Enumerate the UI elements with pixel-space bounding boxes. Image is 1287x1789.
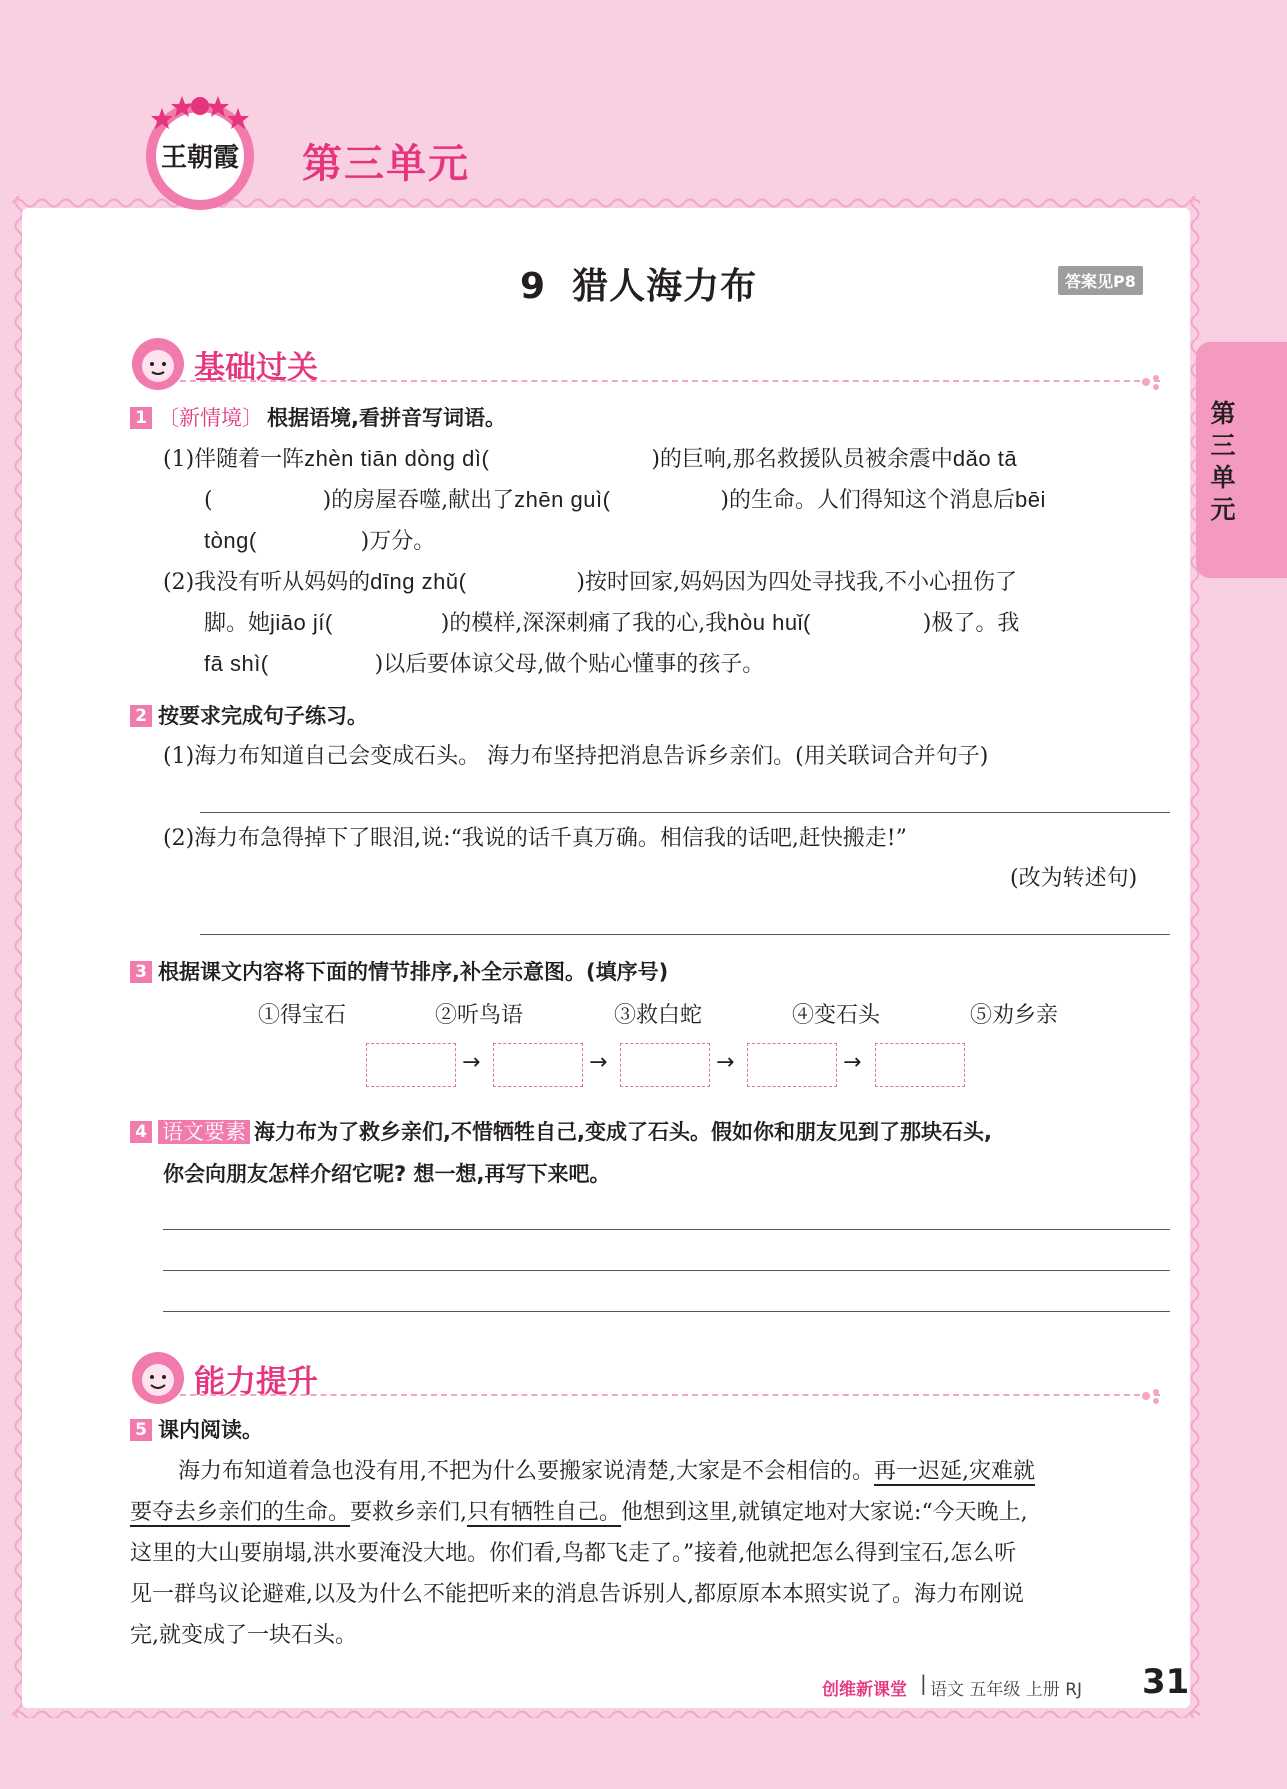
question-1-number: 1 <box>130 407 152 429</box>
reading-text: 海力布知道着急也没有用,不把为什么要搬家说清楚,大家是不会相信的。 <box>178 1459 874 1484</box>
sequence-arrow-1: → <box>462 1050 481 1075</box>
q1-text: ( <box>204 488 213 513</box>
svg-text:王朝霞: 王朝霞 <box>160 143 240 173</box>
footer-brand: 创维新课堂 <box>822 1680 907 1700</box>
new-context-tag: 〔新情境〕 <box>158 406 263 430</box>
pinyin-zhengui: zhēn guì( <box>514 487 611 512</box>
q1-text: (1)伴随着一阵 <box>163 447 305 472</box>
q1-part2-line3 <box>204 649 764 680</box>
wang-zhaoxia-logo <box>136 86 264 214</box>
q4-answer-line-2[interactable] <box>163 1270 1170 1271</box>
section-basic-divider <box>180 380 1160 382</box>
answer-reference-badge: 答案见P8 <box>1058 266 1143 295</box>
q2-answer-line-1[interactable] <box>200 812 1170 813</box>
plot-option-3: ③救白蛇 <box>614 1003 703 1028</box>
question-3-number: 3 <box>130 961 152 983</box>
q1-text: )的生命。人们得知这个消息后 <box>720 488 1015 513</box>
sequence-box-3[interactable] <box>620 1043 710 1087</box>
q2-sentence-2: (2)海力布急得掉下了眼泪,说:“我说的话千真万确。相信我的话吧,赶快搬走!” <box>163 826 907 851</box>
section-ability-divider <box>180 1394 1160 1396</box>
question-2-number: 2 <box>130 705 152 727</box>
footer-book-info: 语文 五年级 上册 RJ <box>930 1680 1083 1700</box>
lesson-name: 猎人海力布 <box>572 266 758 307</box>
question-4-line-2: 你会向朋友怎样介绍它呢? 想一想,再写下来吧。 <box>163 1162 611 1186</box>
q1-part2-line1 <box>163 567 1017 598</box>
q1-text: )的房屋吞噬,献出了 <box>322 488 515 513</box>
question-3-header <box>130 958 668 986</box>
q1-text: )万分。 <box>360 529 436 554</box>
lesson-title <box>520 258 757 309</box>
question-4-number: 4 <box>130 1121 152 1143</box>
pinyin-zhentiandongdi: zhèn tiān dòng dì( <box>304 446 490 471</box>
cartoon-monkey-icon <box>130 1350 186 1406</box>
unit-title: 第三单元 <box>302 141 470 187</box>
reading-line-1 <box>178 1451 1218 1492</box>
reading-line-2 <box>130 1492 1170 1533</box>
reading-line-4: 见一群鸟议论避难,以及为什么不能把听来的消息告诉别人,都原原本本照实说了。海力布刚说 <box>130 1582 1024 1607</box>
q1-text: )极了。我 <box>922 611 1020 636</box>
pinyin-dingzhu: dīng zhǔ( <box>370 569 467 594</box>
pinyin-fashi: fā shì( <box>204 651 269 676</box>
reading-underlined-text: 要夺去乡亲们的生命。 <box>130 1500 351 1525</box>
plot-option-4: ④变石头 <box>792 1003 881 1028</box>
question-4-line-1: 海力布为了救乡亲们,不惜牺牲自己,变成了石头。假如你和朋友见到了那块石头, <box>254 1120 992 1144</box>
reading-line-5: 完,就变成了一块石头。 <box>130 1623 357 1648</box>
plot-option-2: ②听鸟语 <box>435 1003 524 1028</box>
question-4-header <box>130 1118 992 1146</box>
reading-text: 他想到这里,就镇定地对大家说:“今天晚上, <box>621 1500 1028 1525</box>
section-ability-header <box>130 1350 1160 1402</box>
pinyin-jiaoji: jiāo jí( <box>270 610 333 635</box>
q1-part2-line2 <box>204 608 1019 639</box>
footer-separator: | <box>920 1671 927 1695</box>
sequence-box-1[interactable] <box>366 1043 456 1087</box>
q1-part1-line3 <box>204 526 435 557</box>
q2-sentence-1: (1)海力布知道自己会变成石头。 海力布坚持把消息告诉乡亲们。(用关联词合并句子) <box>163 744 989 769</box>
q1-part1-line2 <box>204 485 1046 516</box>
sequence-arrow-3: → <box>716 1050 735 1075</box>
section-dots-icon <box>1140 1384 1168 1408</box>
question-3-prompt: 根据课文内容将下面的情节排序,补全示意图。(填序号) <box>158 960 669 984</box>
plot-option-5: ⑤劝乡亲 <box>970 1003 1059 1028</box>
question-2-header <box>130 702 368 730</box>
sequence-arrow-2: → <box>589 1050 608 1075</box>
section-basic-title: 基础过关 <box>194 350 318 386</box>
sequence-arrow-4: → <box>843 1050 862 1075</box>
q1-part1-line1 <box>163 444 1017 475</box>
question-2-prompt: 按要求完成句子练习。 <box>158 704 368 728</box>
reading-underlined-text: 只有牺牲自己。 <box>467 1500 622 1525</box>
pinyin-houhui: hòu huǐ( <box>727 610 811 635</box>
question-1-header <box>130 404 506 432</box>
q1-text: )按时回家,妈妈因为四处寻找我,不小心扭伤了 <box>576 570 1017 595</box>
page-number: 31 <box>1142 1662 1190 1702</box>
question-5-header <box>130 1416 263 1444</box>
q1-text: 脚。她 <box>204 611 271 636</box>
plot-option-1: ①得宝石 <box>258 1003 347 1028</box>
q1-text: (2)我没有听从妈妈的 <box>163 570 371 595</box>
question-5-prompt: 课内阅读。 <box>158 1418 263 1442</box>
reading-line-3: 这里的大山要崩塌,洪水要淹没大地。你们看,鸟都飞走了。”接着,他就把怎么得到宝石,怎么听 <box>130 1541 1017 1566</box>
pinyin-daota: dǎo tā <box>952 446 1018 471</box>
q1-text: )的模样,深深刺痛了我的心,我 <box>440 611 728 636</box>
q2-answer-line-2[interactable] <box>200 934 1170 935</box>
sequence-box-4[interactable] <box>747 1043 837 1087</box>
q1-text: )的巨响,那名救援队员被余震中 <box>651 447 953 472</box>
question-1-prompt: 根据语境,看拼音写词语。 <box>267 406 506 430</box>
q4-answer-line-1[interactable] <box>163 1229 1170 1230</box>
sequence-box-2[interactable] <box>493 1043 583 1087</box>
q1-text: )以后要体谅父母,做个贴心懂事的孩子。 <box>374 652 765 677</box>
q2-sentence-2-note: (改为转述句) <box>1010 866 1138 891</box>
cartoon-girl-icon <box>130 336 186 392</box>
sequence-box-5[interactable] <box>875 1043 965 1087</box>
unit-side-tab-label: 第三单元 <box>1210 399 1236 524</box>
section-ability-title: 能力提升 <box>194 1364 318 1400</box>
pinyin-bei: bēi <box>1015 487 1046 512</box>
reading-underlined-text: 再一迟延,灾难就 <box>874 1459 1035 1484</box>
pinyin-tong: tòng( <box>204 528 257 553</box>
question-5-number: 5 <box>130 1419 152 1441</box>
section-basic-header <box>130 336 1160 388</box>
section-dots-icon <box>1140 370 1168 394</box>
reading-text: 要救乡亲们, <box>350 1500 468 1525</box>
q4-answer-line-3[interactable] <box>163 1311 1170 1312</box>
lesson-number: 9 <box>520 266 547 307</box>
language-element-tag: 语文要素 <box>158 1120 250 1144</box>
